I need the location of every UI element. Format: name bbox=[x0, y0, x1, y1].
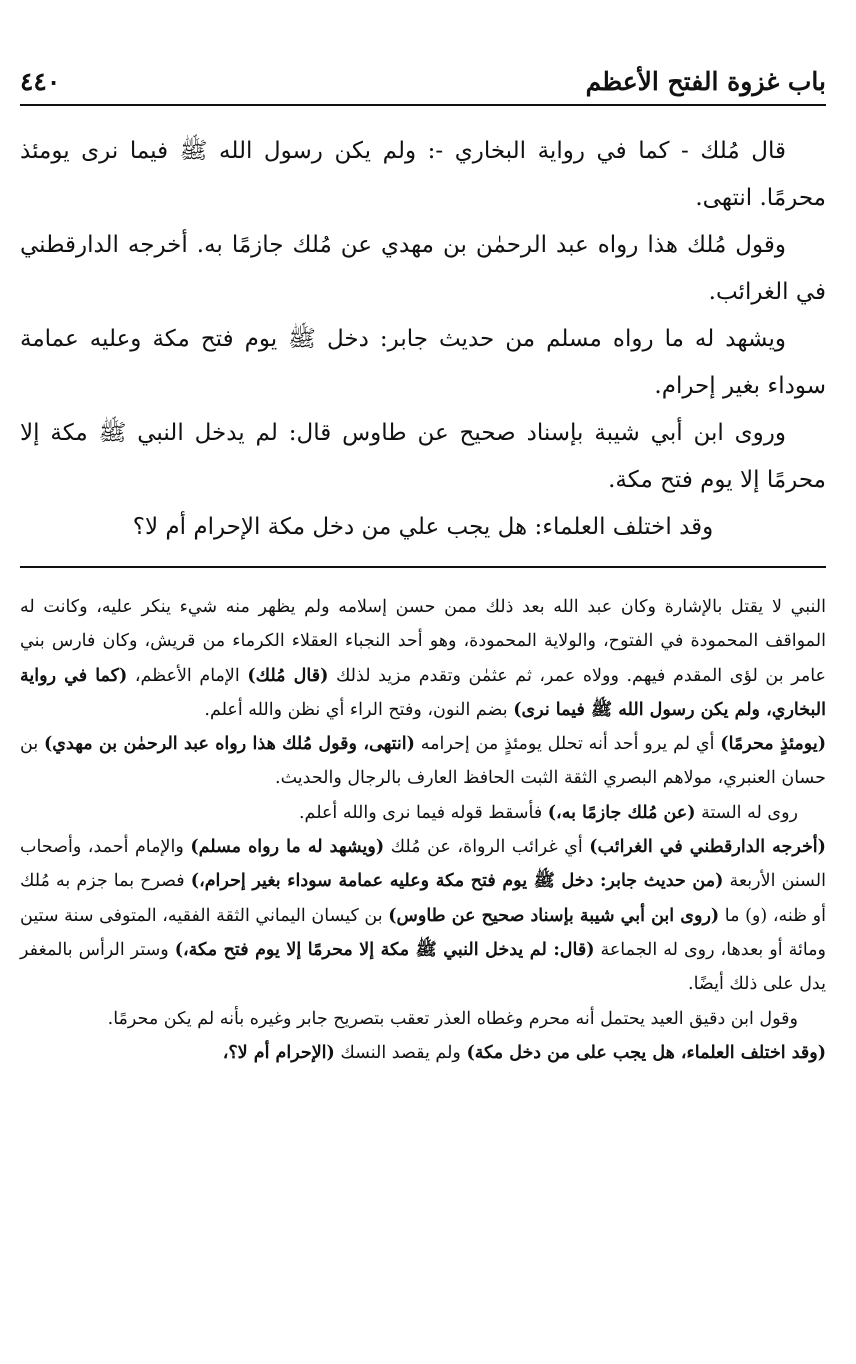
quoted-matn: (قال مُلك) bbox=[247, 665, 329, 686]
quoted-matn: (عن مُلك جازمًا به،) bbox=[547, 802, 696, 823]
quoted-matn: (قال: لم يدخل النبي ﷺ مكة إلا محرمًا إلا يوم فتح مكة،) bbox=[174, 939, 595, 960]
matn-paragraph: ويشهد له ما رواه مسلم من حديث جابر: دخل ﷺ يوم فتح مكة وعليه عمامة سوداء بغير إحرام. bbox=[20, 326, 826, 399]
commentary-text-run: بضم النون، وفتح الراء أي نظن والله أعلم. bbox=[204, 699, 508, 720]
commentary-text-run: بن كيسان اليماني الثقة الفقيه، المتوفى سنة ستين ومائة أو بعدها، روى له الجماعة bbox=[20, 905, 826, 960]
quoted-matn: (وقد اختلف العلماء، هل يجب على من دخل مكة) bbox=[466, 1042, 826, 1063]
commentary-text-run: أي لم يرو أحد أنه تحلل يومئذٍ من إحرامه bbox=[414, 734, 715, 755]
commentary-paragraph bbox=[20, 727, 826, 796]
commentary-text-run: بن حسان العنبري، مولاهم البصري الثقة الثبت الحافظ العارف بالرجال والحديث. bbox=[20, 734, 826, 789]
commentary-paragraph bbox=[20, 590, 826, 727]
chapter-title: باب غزوة الفتح الأعظم bbox=[585, 66, 826, 96]
commentary-text-run: أي غرائب الرواة، عن مُلك bbox=[384, 837, 583, 858]
commentary-text-run: روى له الستة bbox=[695, 802, 798, 823]
page-header bbox=[20, 58, 826, 106]
quoted-matn: (انتهى، وقول مُلك هذا رواه عبد الرحمٰن بن مهدي) bbox=[44, 734, 415, 755]
matn-paragraph: قال مُلك - كما في رواية البخاري -: ولم يكن رسول الله ﷺ فيما نرى يومئذ محرمًا. انتهى. bbox=[20, 138, 826, 211]
page-number: ٤٤٠ bbox=[20, 66, 61, 96]
matn-paragraph: وقد اختلف العلماء: هل يجب علي من دخل مكة الإحرام أم لا؟ bbox=[132, 514, 714, 540]
quoted-matn: (يومئذٍ محرمًا) bbox=[720, 734, 826, 755]
commentary-text bbox=[20, 590, 826, 1070]
matn-paragraph: وروى ابن أبي شيبة بإسناد صحيح عن طاوس قال: لم يدخل النبي ﷺ مكة إلا محرمًا إلا يوم فتح مكة. bbox=[20, 420, 826, 493]
commentary-paragraph bbox=[20, 796, 826, 830]
quoted-matn: (روى ابن أبي شيبة بإسناد صحيح عن طاوس) bbox=[388, 905, 720, 926]
quoted-matn: (ويشهد له ما رواه مسلم) bbox=[190, 837, 385, 858]
quoted-matn: (أخرجه الدارقطني في الغرائب) bbox=[589, 837, 826, 858]
commentary-text-run: فصرح بما جزم به مُلك أو ظنه، (و) ما bbox=[20, 871, 826, 926]
commentary-text-run: النبي لا يقتل بالإشارة وكان عبد الله بعد ذلك ممن حسن إسلامه ولم يظهر منه شيء ينكر عليه، وكانت له المواقف المحمودة في الفتوح، والولاية المحمودة، وهو أحد النجباء العقلاء الكرماء من قريش، وكان فارس بني عامر بن لؤى المقدم فيهم. وولاه عمر، ثم عثمٰن وتقدم مزيد لذلك bbox=[20, 597, 826, 686]
commentary-paragraph bbox=[20, 1036, 826, 1070]
commentary-text-run: ولم يقصد النسك bbox=[334, 1042, 461, 1063]
matn-paragraph: وقول مُلك هذا رواه عبد الرحمٰن بن مهدي عن مُلك جازمًا به. أخرجه الدارقطني في الغرائب. bbox=[20, 232, 826, 305]
commentary-text-run: وستر الرأس بالمغفر يدل على ذلك أيضًا. bbox=[20, 939, 826, 995]
quoted-matn: (من حديث جابر: دخل ﷺ يوم فتح مكة وعليه عمامة سوداء بغير إحرام،) bbox=[190, 871, 724, 892]
quoted-matn: (الإحرام أم لا؟، bbox=[222, 1042, 335, 1063]
main-text bbox=[20, 128, 826, 551]
commentary-text-run: فأسقط قوله فيما نرى والله أعلم. bbox=[298, 802, 543, 823]
commentary-text-run: والإمام أحمد، وأصحاب السنن الأربعة bbox=[20, 837, 826, 892]
text-divider bbox=[20, 566, 826, 568]
commentary-paragraph bbox=[20, 830, 826, 1001]
quoted-matn: (كما في رواية البخاري، ولم يكن رسول الله ﷺ فيما نرى) bbox=[20, 665, 826, 720]
commentary-paragraph: وقول ابن دقيق العيد يحتمل أنه محرم وغطاه العذر تعقب بتصريح جابر وغيره بأنه لم يكن محرمًا. bbox=[107, 1008, 798, 1029]
commentary-text-run: الإمام الأعظم، bbox=[127, 665, 240, 686]
